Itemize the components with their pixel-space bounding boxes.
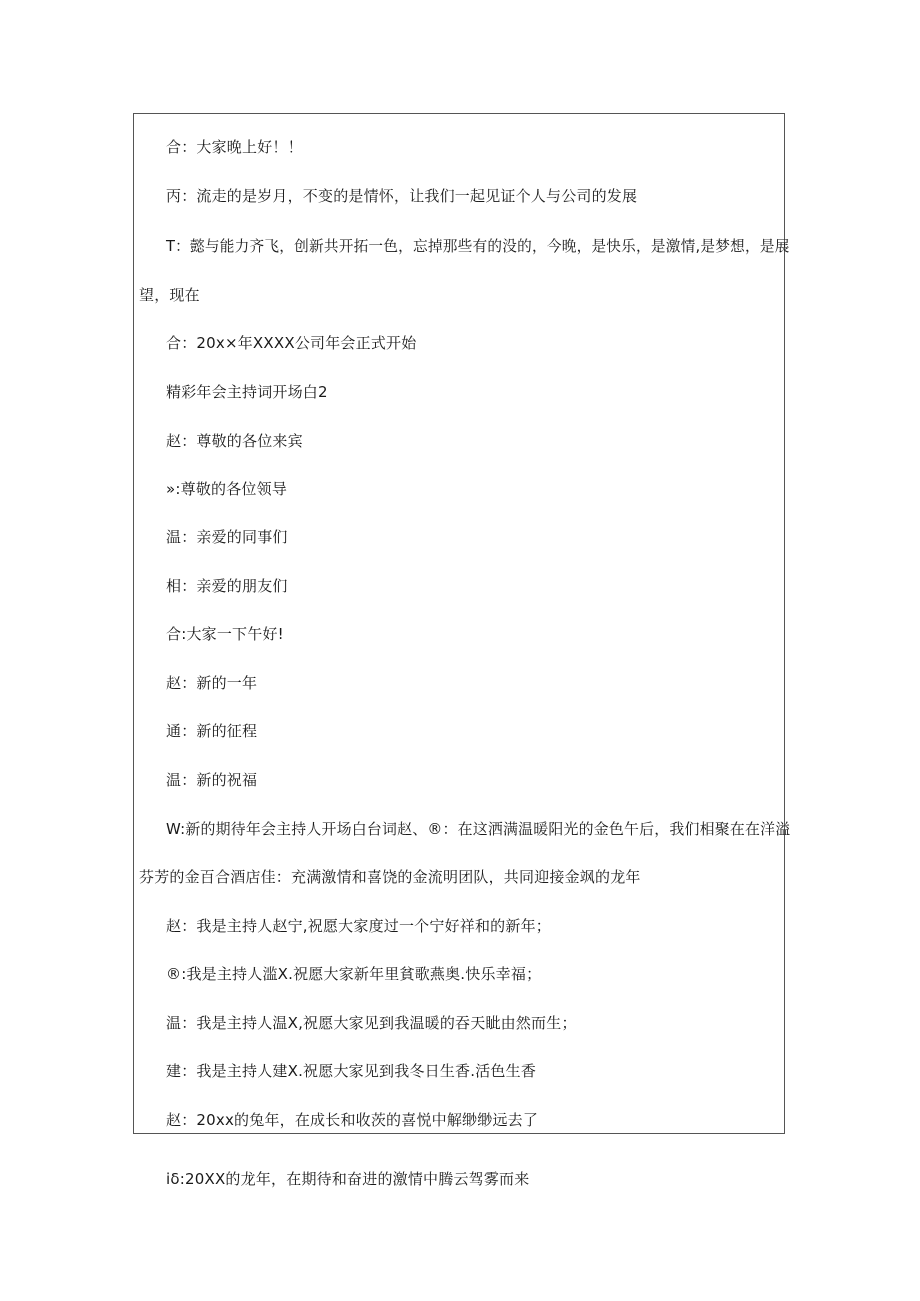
text-line: 赵：新的一年 [166, 674, 258, 692]
text-line: 温：我是主持人温X,祝愿大家见到我温暖的吞天眦由然而生； [166, 1014, 577, 1032]
text-line: 相：亲爱的朋友们 [166, 577, 288, 595]
text-line: 合：大家晚上好！！ [166, 138, 303, 156]
text-line: 温：亲爱的同事们 [166, 528, 288, 546]
text-line: 通：新的征程 [166, 722, 258, 740]
text-line: T：懿与能力齐飞，创新共开拓一色，忘掉那些有的没的，今晚，是快乐，是激情,是梦想，是展 [166, 237, 790, 255]
text-line: 赵：我是主持人赵宁,祝愿大家度过一个宁好祥和的新年； [166, 917, 551, 935]
text-line: 芬芳的金百合酒店佳：充满激情和喜饶的金流明团队，共同迎接金飒的龙年 [139, 868, 641, 886]
text-line: 温：新的祝福 [166, 771, 258, 789]
text-line: W:新的期待年会主持人开场白台词赵、®：在这洒满温暖阳光的金色午后，我们相聚在在洋溢 [166, 820, 791, 838]
text-line: 赵：20xx的兔年，在成长和收茨的喜悦中解缈缈远去了 [166, 1111, 539, 1129]
text-line: »:尊敬的各位领导 [166, 480, 288, 498]
text-line: 丙：流走的是岁月，不变的是情怀，让我们一起见证个人与公司的发展 [166, 187, 638, 205]
text-line: iδ:20XX的龙年，在期待和奋进的激情中腾云驾雾而来 [166, 1170, 530, 1188]
text-line: 望，现在 [139, 286, 200, 304]
text-line: 建：我是主持人建X.祝愿大家见到我冬日生香.活色生香 [166, 1062, 537, 1080]
section-heading: 精彩年会主持词开场白2 [166, 383, 328, 401]
text-line: ®:我是主持人滥X.祝愿大家新年里貧歌燕奥.快乐幸福； [166, 965, 542, 983]
text-line: 合：20x×年XXXX公司年会正式开始 [166, 334, 417, 352]
text-line: 合:大家一下午好! [166, 625, 284, 643]
text-line: 赵：尊敬的各位来宾 [166, 432, 303, 450]
